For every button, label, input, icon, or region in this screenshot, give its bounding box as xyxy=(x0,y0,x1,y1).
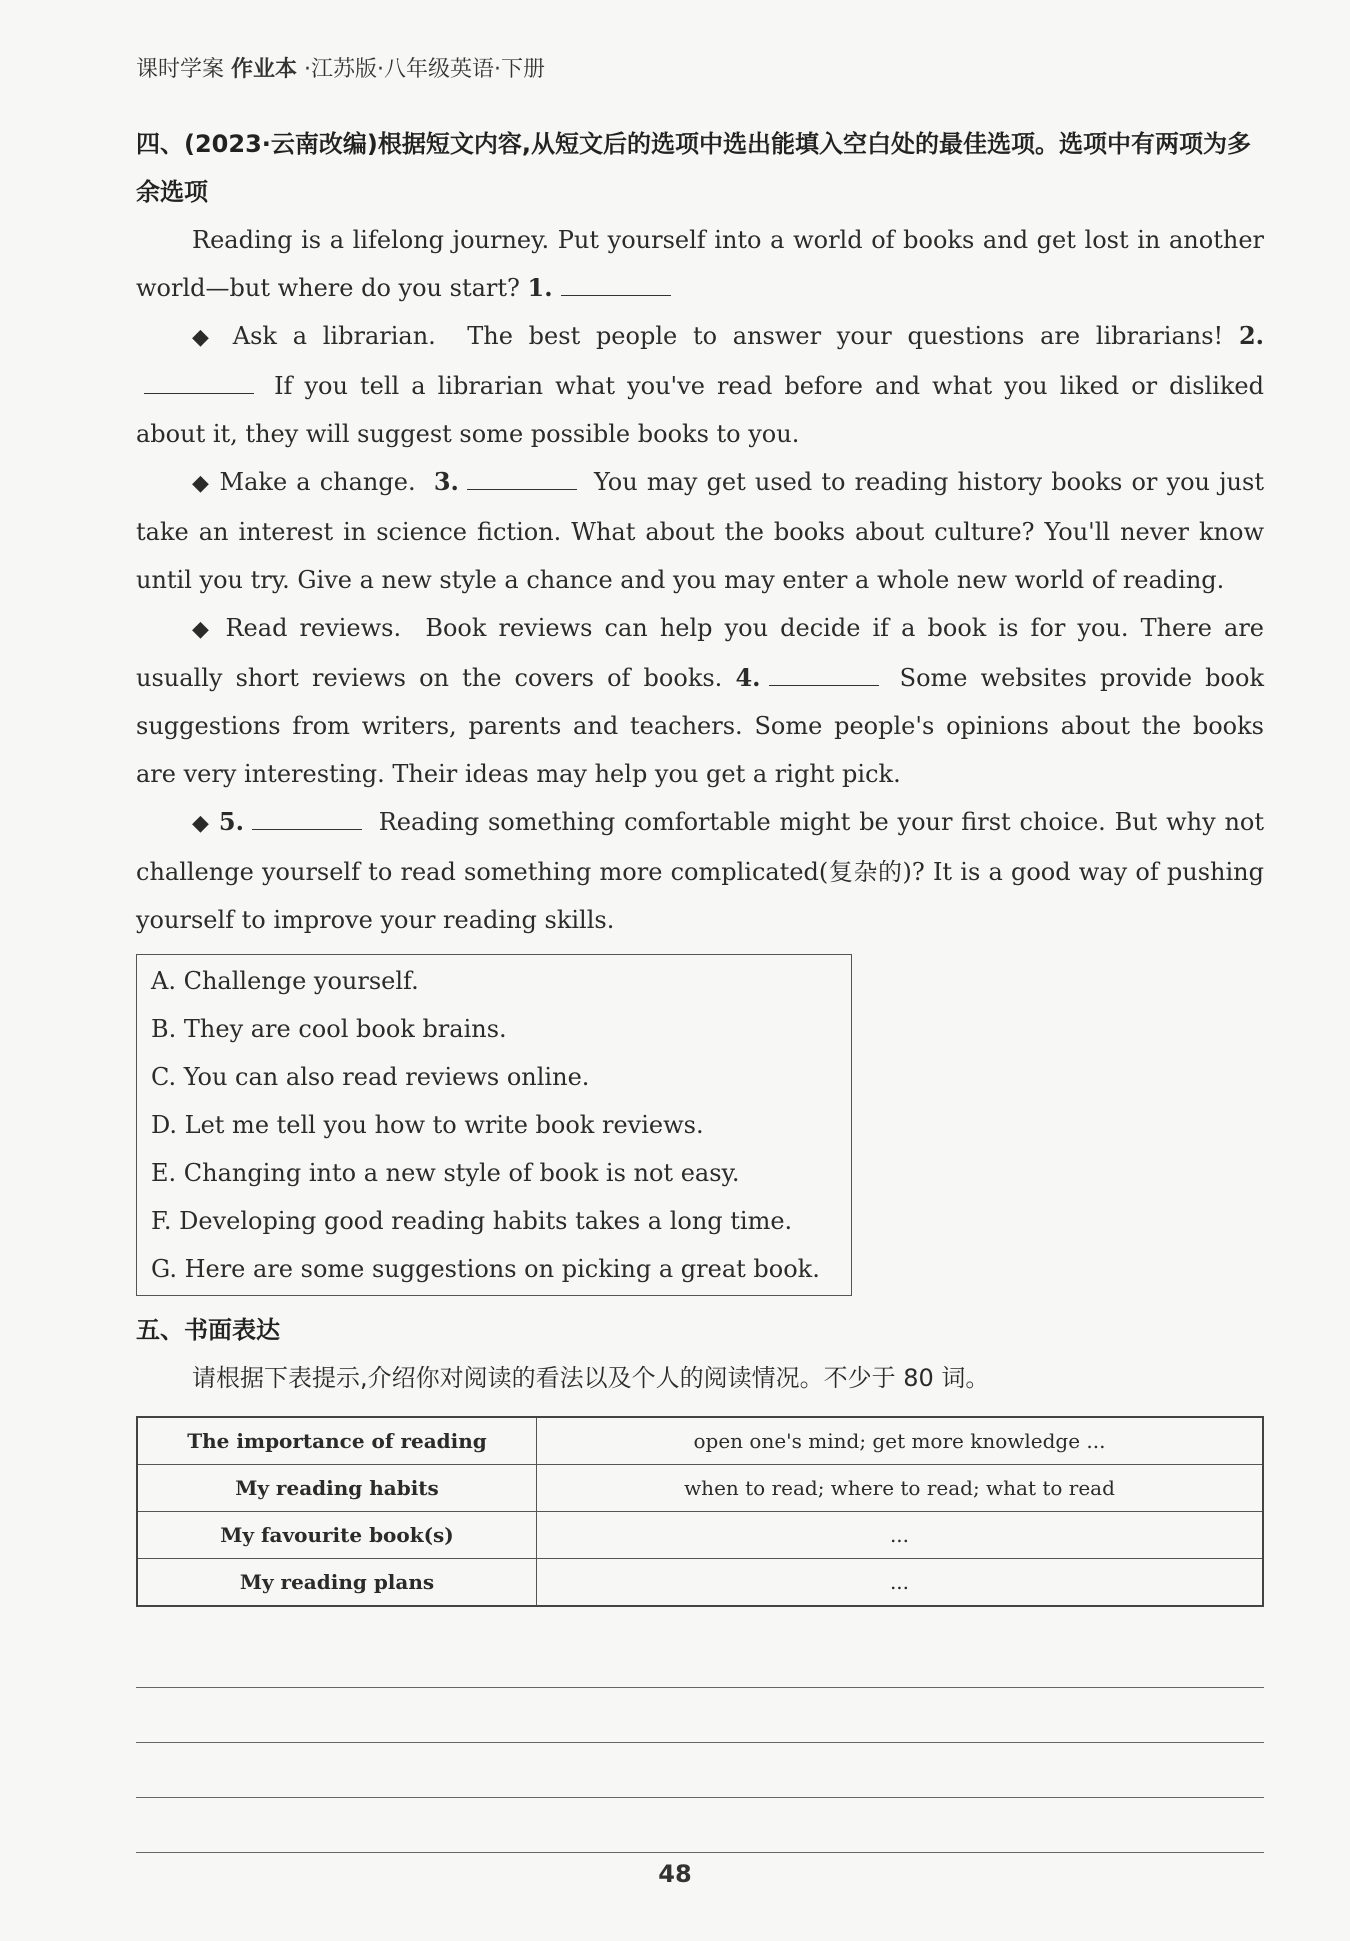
section-4-title: 四、(2023·云南改编)根据短文内容,从短文后的选项中选出能填入空白处的最佳选项。选项中有两项为多余选项 xyxy=(136,130,1251,206)
option-c: C. You can also read reviews online. xyxy=(151,1063,590,1091)
blank-number-4: 4. xyxy=(735,663,761,692)
option-e: E. Changing into a new style of book is not easy. xyxy=(151,1159,740,1187)
page-content xyxy=(136,120,1264,1853)
writing-instruction: 请根据下表提示,介绍你对阅读的看法以及个人的阅读情况。不少于 80 词。 xyxy=(192,1364,990,1392)
option-g: G. Here are some suggestions on picking a great book. xyxy=(151,1255,820,1283)
series-name: 课时学案 xyxy=(136,57,225,82)
row-hint: ... xyxy=(537,1512,1264,1559)
passage-paragraph-1: Reading is a lifelong journey. Put yourself into a world of books and get lost in another world—but where do you start? 1. xyxy=(136,226,1264,302)
subheading-read-reviews: Read reviews. xyxy=(225,614,402,642)
row-topic: The importance of reading xyxy=(137,1417,537,1465)
options-box xyxy=(136,954,852,1296)
row-topic: My favourite book(s) xyxy=(137,1512,537,1559)
blank-number-3: 3. xyxy=(433,467,459,496)
writing-line[interactable] xyxy=(136,1688,1264,1743)
section-5-title: 五、书面表达 xyxy=(136,1316,280,1344)
running-header xyxy=(136,52,545,83)
row-topic: My reading plans xyxy=(137,1559,537,1607)
book-name: 作业本 xyxy=(231,57,298,82)
option-b: B. They are cool book brains. xyxy=(151,1015,507,1043)
row-hint: ... xyxy=(537,1559,1264,1607)
passage-paragraph-2: ◆ Ask a librarian. The best people to answer your questions are librarians! 2. If you tell a librarian what you've read before and what you liked or disliked about it, they will suggest some possible books to you. xyxy=(136,321,1265,448)
row-hint: open one's mind; get more knowledge ... xyxy=(537,1417,1264,1465)
answer-blank-4[interactable] xyxy=(769,663,879,686)
blank-number-1: 1. xyxy=(527,273,553,302)
writing-line[interactable] xyxy=(136,1633,1264,1688)
subheading-ask-librarian: Ask a librarian. xyxy=(232,322,436,350)
page-number: 48 xyxy=(658,1860,692,1888)
table-row xyxy=(137,1559,1263,1607)
writing-area[interactable] xyxy=(136,1633,1264,1853)
subheading-make-change: Make a change. xyxy=(219,468,416,496)
writing-outline-table xyxy=(136,1416,1264,1607)
diamond-bullet-icon: ◆ xyxy=(192,471,211,496)
writing-line[interactable] xyxy=(136,1798,1264,1853)
edition-info: ·江苏版·八年级英语·下册 xyxy=(304,57,546,82)
option-d: D. Let me tell you how to write book reviews. xyxy=(151,1111,704,1139)
diamond-bullet-icon: ◆ xyxy=(192,325,218,350)
row-hint: when to read; where to read; what to read xyxy=(537,1465,1264,1512)
blank-number-5: 5. xyxy=(218,807,244,836)
answer-blank-5[interactable] xyxy=(252,807,362,830)
blank-number-2: 2. xyxy=(1238,321,1265,350)
table-row xyxy=(137,1512,1263,1559)
diamond-bullet-icon: ◆ xyxy=(192,617,214,642)
answer-blank-2[interactable] xyxy=(144,371,254,394)
row-topic: My reading habits xyxy=(137,1465,537,1512)
option-f: F. Developing good reading habits takes a long time. xyxy=(151,1207,793,1235)
table-row xyxy=(137,1465,1263,1512)
passage-paragraph-5: ◆ 5. Reading something comfortable might be your first choice. But why not challenge yourself to read something more complicated(复杂的)? It is a good way of pushing yourself to improve your reading skills. xyxy=(136,807,1264,934)
passage-paragraph-4: ◆ Read reviews. Book reviews can help you decide if a book is for you. There are usually short reviews on the covers of books. 4. Some websites provide book suggestions from writers, parents and teachers. Some people's opinions about the books are very interesting. Their ideas may help you get a right pick. xyxy=(136,614,1264,788)
passage-paragraph-3: ◆ Make a change. 3. You may get used to reading history books or you just take an interest in science fiction. What about the books about culture? You'll never know until you try. Give a new style a chance and you may enter a whole new world of reading. xyxy=(136,467,1264,594)
answer-blank-1[interactable] xyxy=(561,273,671,296)
answer-blank-3[interactable] xyxy=(467,467,577,490)
option-a: A. Challenge yourself. xyxy=(151,967,419,995)
diamond-bullet-icon: ◆ xyxy=(192,811,211,836)
writing-line[interactable] xyxy=(136,1743,1264,1798)
table-row xyxy=(137,1417,1263,1465)
